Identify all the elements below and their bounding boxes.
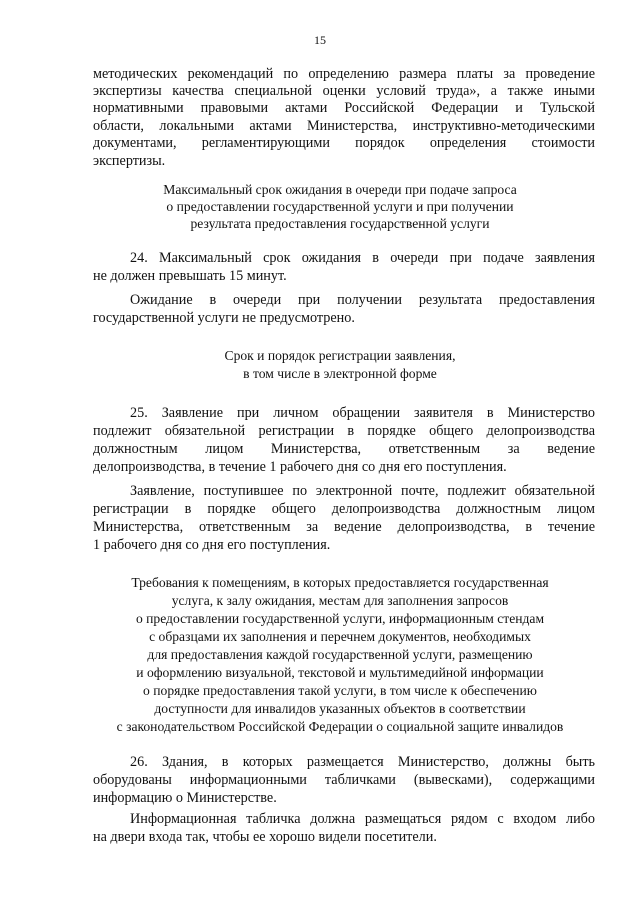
text-line: области, локальными актами Министерства, инструктивно-методическими [93, 118, 595, 134]
text-line: экспертизы качества специальной оценки условий труда», а также иными [93, 83, 595, 99]
section-heading-line: с образцами их заполнения и перечнем документов, необходимых [149, 629, 531, 644]
section-heading-line: доступности для инвалидов указанных объектов в соответствии [154, 701, 526, 716]
text-line: 1 рабочего дня со дня его поступления. [93, 537, 331, 553]
section-heading-line: Срок и порядок регистрации заявления, [224, 348, 456, 363]
paragraph-first-line: Заявление, поступившее по электронной почте, подлежит обязательной [130, 483, 595, 499]
section-heading-line: для предоставления каждой государственной услуги, размещению [147, 647, 533, 662]
paragraph-first-line: Информационная табличка должна размещаться рядом с входом либо [130, 811, 595, 827]
paragraph-first-line: 24. Максимальный срок ожидания в очереди при подаче заявления [130, 250, 595, 266]
text-line: на двери входа так, чтобы ее хорошо видели посетители. [93, 829, 437, 845]
text-line: информацию о Министерстве. [93, 790, 277, 806]
section-heading-line: с законодательством Российской Федерации о социальной защите инвалидов [116, 719, 564, 734]
page-number: 15 [314, 33, 326, 47]
section-heading-line: в том числе в электронной форме [243, 366, 437, 381]
text-line: должностным лицом Министерства, ответственным за ведение [93, 441, 595, 457]
section-heading-line: о предоставлении государственной услуги и при получении [166, 199, 514, 214]
section-heading-line: Максимальный срок ожидания в очереди при подаче запроса [163, 182, 517, 197]
text-line: государственной услуги не предусмотрено. [93, 310, 355, 326]
text-line: подлежит обязательной регистрации в порядке общего делопроизводства [93, 423, 595, 439]
text-line: нормативными правовыми актами Российской Федерации и Тульской [93, 100, 595, 116]
text-line: оборудованы информационными табличками (вывесками), содержащими [93, 772, 595, 788]
text-line: документами, регламентирующими порядок определения стоимости [93, 135, 595, 151]
text-line: экспертизы. [93, 153, 166, 169]
text-line: регистрации в порядке общего делопроизводства должностным лицом [93, 501, 595, 517]
text-line: Министерства, ответственным за ведение делопроизводства, в течение [93, 519, 595, 535]
paragraph-first-line: 25. Заявление при личном обращении заявителя в Министерство [130, 405, 595, 421]
text-line: делопроизводства, в течение 1 рабочего дня со дня его поступления. [93, 459, 507, 475]
text-line: методических рекомендаций по определению размера платы за проведение [93, 66, 595, 82]
section-heading-line: услуга, к залу ожидания, местам для заполнения запросов [171, 593, 509, 608]
section-heading-line: о порядке предоставления такой услуги, в том числе к обеспечению [143, 683, 537, 698]
section-heading-line: о предоставлении государственной услуги, информационным стендам [135, 611, 545, 626]
section-heading-line: и оформлению визуальной, текстовой и мультимедийной информации [136, 665, 544, 680]
text-line: не должен превышать 15 минут. [93, 268, 287, 284]
section-heading-line: Требования к помещениям, в которых предоставляется государственная [131, 575, 549, 590]
paragraph-first-line: Ожидание в очереди при получении результата предоставления [130, 292, 595, 308]
paragraph-first-line: 26. Здания, в которых размещается Министерство, должны быть [130, 754, 595, 770]
section-heading-line: результата предоставления государственной услуги [190, 216, 490, 231]
